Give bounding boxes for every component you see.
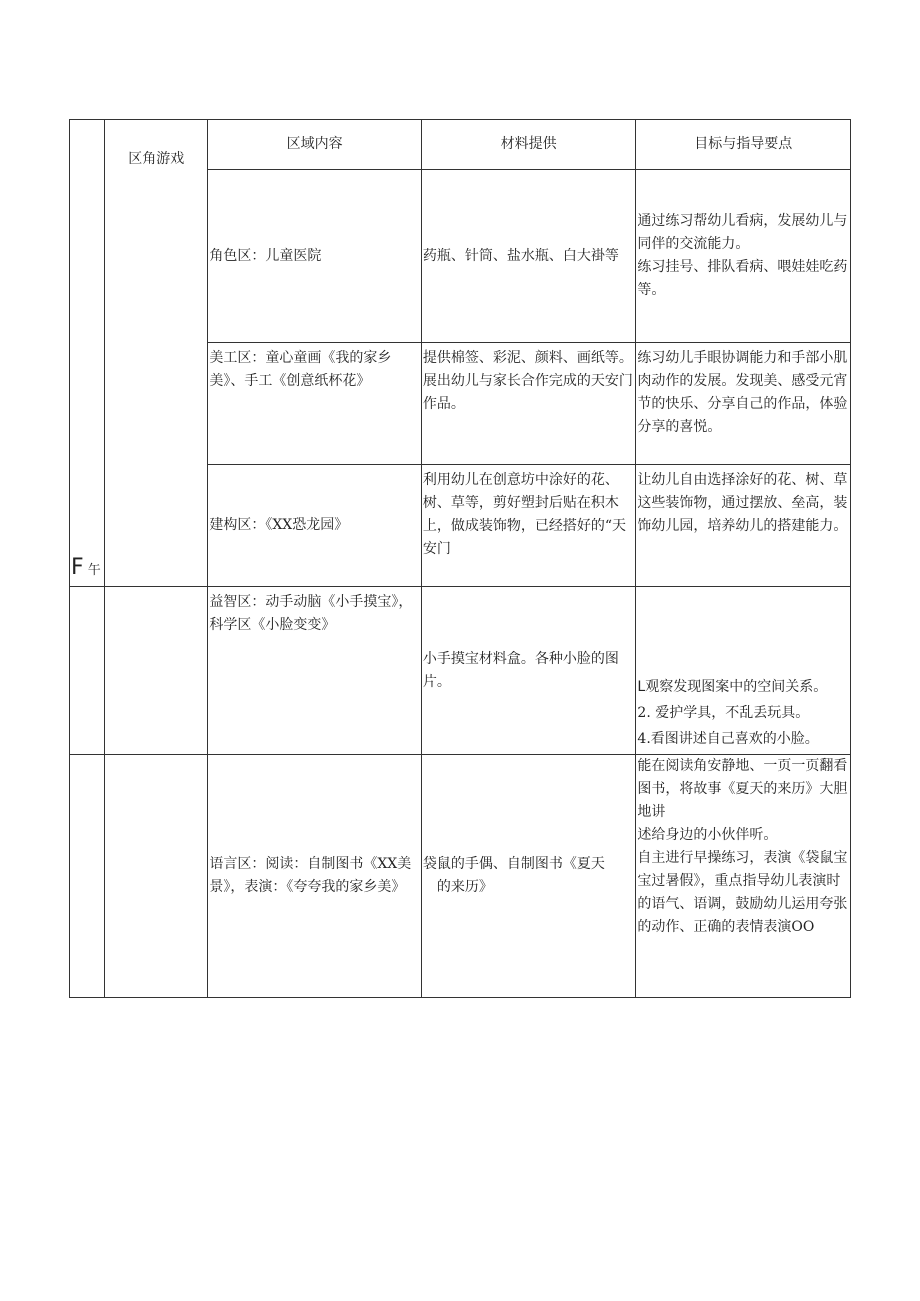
goals-cell [636, 170, 851, 343]
time-period-cell [70, 120, 105, 587]
goals-cell [636, 587, 851, 755]
goal-line: 练习幼儿手眼协调能力和手部小肌肉动作的发展。发现美、感受元宵节的快乐、分享自己的作品，体验分享的喜悦。 [637, 350, 848, 435]
goal-line: 通过练习帮幼儿看病，发展幼儿与同伴的交流能力。 [637, 213, 848, 252]
materials-cell: 药瓶、针筒、盐水瓶、白大褂等 [421, 170, 636, 343]
goal-line: L观察发现图案中的空间关系。 [637, 679, 828, 695]
header-materials: 材料提供 [421, 120, 636, 170]
materials-line: 的来历》 [436, 879, 493, 895]
goal-line: 述给身边的小伙伴听。 [637, 827, 778, 843]
materials-cell [421, 755, 636, 998]
materials-cell: 利用幼儿在创意坊中涂好的花、树、草等，剪好塑封后贴在积木上，做成装饰物，已经搭好的“天安门 [421, 465, 636, 587]
category-cell [105, 120, 208, 587]
goal-line: 2. 爱护学具，不乱丢玩具。 [637, 705, 810, 721]
area-cell: 角色区：儿童医院 [208, 170, 422, 343]
area-cell: 语言区：阅读：自制图书《XX美景》，表演：《夸夸我的家乡美》 [208, 755, 422, 998]
materials-cell: 小手摸宝材料盒。各种小脸的图片。 [421, 587, 636, 755]
area-cell: 美工区：童心童画《我的家乡美》、手工《创意纸杯花》 [208, 343, 422, 465]
goals-cell [636, 755, 851, 998]
area-cell: 建构区：《XX恐龙园》 [208, 465, 422, 587]
table-row [70, 587, 851, 755]
goal-line: 自主进行早操练习，表演《袋鼠宝宝过暑假》，重点指导幼儿表演时的语气、语调，鼓励幼儿运用夸张的动作、正确的表情表演OO [637, 850, 848, 935]
goal-line: 练习挂号、排队看病、喂娃娃吃药等。 [637, 259, 848, 298]
header-area: 区域内容 [208, 120, 422, 170]
goal-line: 能在阅读角安静地、一页一页翻看图书，将故事《夏天的来历》大胆地讲 [637, 758, 848, 820]
category-label: 区角游戏 [128, 151, 185, 167]
header-row [70, 120, 851, 170]
category-cell-empty [105, 587, 208, 755]
table-row [70, 755, 851, 998]
time-period-cell-empty [70, 755, 105, 998]
materials-cell: 提供棉签、彩泥、颜料、画纸等。展出幼儿与家长合作完成的天安门作品。 [421, 343, 636, 465]
category-cell-empty [105, 755, 208, 998]
goals-cell [636, 343, 851, 465]
goals-cell [636, 465, 851, 587]
goal-line: 4.看图讲述自己喜欢的小脸。 [637, 731, 819, 747]
goal-line: 让幼儿自由选择涂好的花、树、草这些装饰物，通过摆放、垒高，装饰幼儿园，培养幼儿的搭建能力。 [637, 472, 848, 534]
time-period-cell-empty [70, 587, 105, 755]
materials-line: 袋鼠的手偶、自制图书《夏天 [422, 856, 605, 872]
header-goals: 目标与指导要点 [636, 120, 851, 170]
time-period-label: F 午 [71, 555, 101, 580]
area-cell: 益智区：动手动脑《小手摸宝》，科学区《小脸变变》 [208, 587, 422, 755]
activity-plan-table [69, 119, 851, 998]
